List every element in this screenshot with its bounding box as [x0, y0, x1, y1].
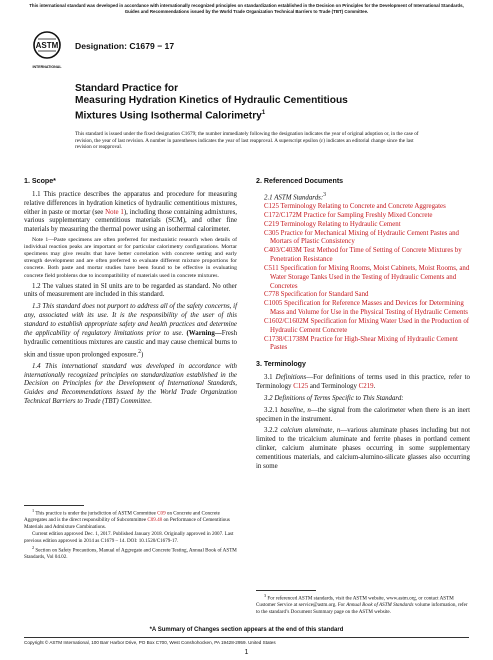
subcommittee-link[interactable]: C09.48	[147, 517, 163, 524]
terminology-3-1: 3.1 Definitions—For definitions of terms used in this practice, refer to Terminology C125 and Terminology C219.	[256, 374, 470, 391]
scope-heading: 1. Scope*	[24, 177, 56, 185]
designation-note: This standard is issued under the fixed designation C1679; the number immediately following the designation indicates the year of original adoption or, in the case of revision, the year of last revision. A number in parentheses indicates the year of last reapproval. A superscript epsilon (ε) indicates an editorial change since the last revision or reapproval.	[75, 131, 419, 151]
footnote-2: $^2$ Section on Safety Precautions, Manual of Aggregate and Concrete Testing, Annual Book of ASTM Standards, Vol 04.02.	[24, 545, 237, 561]
left-footnotes	[24, 508, 237, 562]
reference-item	[264, 203, 470, 212]
reference-title[interactable]: Specification for Reference Masses and Devices for Determining Mass and Volume for Use in the Physical Testing of Hydraulic Cements	[270, 300, 468, 317]
reference-item	[264, 318, 470, 336]
reference-code-link[interactable]: C511	[264, 264, 279, 272]
footnote-2-mark: 2	[138, 348, 141, 355]
note-1-link[interactable]: Note 1	[105, 208, 124, 216]
right-footnotes	[256, 593, 470, 616]
terminology-3-2: 3.2 Definitions of Terms Specific to This Standard:	[264, 394, 404, 402]
logo-text: ASTM	[35, 41, 59, 50]
reference-code-link[interactable]: C1602/C1602M	[264, 317, 309, 325]
reference-title[interactable]: Terminology Relating to Concrete and Concrete Aggregates	[278, 202, 446, 210]
bottom-rule	[24, 637, 469, 638]
c125-link[interactable]: C125	[293, 383, 309, 391]
note-1: Note 1—Paste specimens are often preferred for mechanistic research when details of individual reaction peaks are important or for particular calorimetry configurations. Mortar specimens may give results that have better correlation with concrete setting and early strength development and are often preferred to evaluate different mixture proportions for concrete. Both paste and mortar studies have been found to be effective in evaluating concrete field problems due to incompatibility of materials used in concrete mixtures.	[24, 237, 237, 279]
reference-item	[264, 265, 470, 292]
left-column	[24, 177, 237, 407]
scope-1-4: 1.4 This international standard was developed in accordance with internationally recognized principles on standardization established in the Decision on Principles for the Development of International Standards, Guides and Recommendations issued by the World Trade Organization Technical Barriers to Trade (TBT) Committee.	[24, 362, 237, 406]
scope-1-2: 1.2 The values stated in SI units are to be regarded as standard. No other units of measurement are included in this standard.	[24, 282, 237, 299]
title-line-2: Measuring Hydration Kinetics of Hydraulic Cementitious	[75, 95, 348, 107]
terminology-3-2-1: 3.2.1 baseline, n—the signal from the calorimeter when there is an inert specimen in the instrument.	[256, 406, 470, 423]
footnote-rule	[24, 505, 84, 506]
copyright: Copyright © ASTM International, 100 Barr Harbor Drive, PO Box C700, West Conshohocken, PA 19428-2959. United States	[24, 640, 276, 645]
reference-title[interactable]: Terminology Relating to Hydraulic Cement	[278, 220, 401, 228]
footnote-rule-right	[256, 590, 316, 591]
reference-code-link[interactable]: C403/C403M	[264, 247, 302, 255]
footnote-1-edition: Current edition approved Dec. 1, 2017. Published January 2018. Originally approved in 2007. Last previous edition approved in 2014 as C1679 – 14. DOI: 10.1520/C1679-17.	[24, 531, 234, 544]
reference-title[interactable]: Test Method for Time of Setting of Concrete Mixtures by Penetration Resistance	[270, 247, 462, 264]
astm-standards-subheading: 2.1 ASTM Standards:$^3$	[264, 191, 327, 202]
terminology-heading: 3. Terminology	[256, 360, 306, 369]
title-line-3: Mixtures Using Isothermal Calorimetry$^1$	[75, 110, 266, 122]
reference-item	[264, 230, 470, 248]
designation: Designation: C1679 − 17	[75, 41, 175, 51]
terminology-3-2-2: 3.2.2 calcium aluminate, n—various aluminate phases including but not limited to the tricalcium aluminate and ferrite phases in portland cement clinker, calcium aluminate phases occurring in some supplementary cementitious materials, and calcium-alumino-silicate glasses also occurring in some	[256, 427, 470, 470]
reference-title[interactable]: Specification for Mixing Rooms, Moist Cabinets, Moist Rooms, and Water Storage Tanks Used in the Testing of Hydraulic Cements and Concretes	[270, 264, 470, 290]
footnote-1: $^1$ This practice is under the jurisdiction of ASTM Committee C09 on Concrete and Concrete Aggregates and is the direct responsibility of Subcommittee C09.48 on Performance of Cementitious Materials and Admixture Combinations.	[24, 508, 230, 530]
right-column	[256, 177, 470, 472]
reference-code-link[interactable]: C172/C172M	[264, 211, 302, 219]
title-line-1: Standard Practice for	[75, 83, 179, 94]
reference-title[interactable]: Specification for Mixing Water Used in the Production of Hydraulic Cement Concrete	[270, 317, 470, 334]
reference-code-link[interactable]: C778	[264, 291, 279, 299]
c219-link[interactable]: C219	[358, 383, 374, 391]
title-footnote-mark: 1	[261, 110, 266, 117]
scope-1-1: 1.1 This practice describes the apparatus and procedure for measuring relative differences in hydration kinetics of hydraulic cementitious mixtures, either in paste or mortar (see Note 1), including those containing admixtures, various supplementary cementitious materials (SCM), and other fine materials by measuring the thermal power using an isothermal calorimeter.	[24, 190, 237, 234]
reference-code-link[interactable]: C1005	[264, 300, 283, 308]
footnote-3: $^3$ For referenced ASTM standards, visit the ASTM website, www.astm.org, or contact ASTM Customer Service at service@astm.org. For Annual Book of ASTM Standards volume information, refer to the standard’s Document Summary page on the ASTM website.	[256, 593, 468, 615]
reference-code-link[interactable]: C125	[264, 202, 279, 210]
reference-code-link[interactable]: C219	[264, 220, 279, 228]
logo-subtext: INTERNATIONAL	[32, 65, 62, 69]
reference-item	[264, 300, 470, 318]
reference-title[interactable]: Practice for High-Shear Mixing of Hydraulic Cement Pastes	[270, 335, 458, 352]
reference-item	[264, 221, 470, 230]
tbt-banner: This international standard was developed in accordance with internationally recognized principles on standardization established in the Decision on Principles for the Development of International Standards, Guides and Recommendations issued by the World Trade Organization Technical Barriers to Trade (TBT) Committee.	[29, 3, 464, 14]
reference-list	[256, 203, 470, 353]
reference-code-link[interactable]: C1738/C1738M	[264, 335, 309, 343]
reference-title[interactable]: Practice for Sampling Freshly Mixed Concrete	[301, 211, 433, 219]
scope-1-3: 1.3 This standard does not purport to address all of the safety concerns, if any, associated with its use. It is the responsibility of the user of this standard to establish appropriate safety and health practices and determine the applicability of regulatory limitations prior to use. (Warning—Fresh hydraulic cementitious mixtures are caustic and may cause chemical burns to skin and tissue upon prolonged exposure.$^2$)	[24, 303, 238, 358]
astm-logo	[32, 30, 62, 74]
reference-title[interactable]: Specification for Standard Sand	[278, 291, 369, 299]
reference-item	[264, 247, 470, 265]
committee-c09-link[interactable]: C09	[157, 510, 166, 517]
reference-item	[264, 291, 470, 300]
reference-title[interactable]: Practice for Mechanical Mixing of Hydraulic Cement Pastes and Mortars of Plastic Consistency	[270, 229, 459, 246]
referenced-heading: 2. Referenced Documents	[256, 177, 344, 185]
reference-code-link[interactable]: C305	[264, 229, 279, 237]
page-number: 1	[244, 649, 249, 656]
reference-item	[264, 336, 470, 354]
summary-of-changes-note: *A Summary of Changes section appears at the end of this standard	[149, 627, 344, 633]
document-title	[75, 83, 435, 123]
reference-item	[264, 212, 470, 221]
